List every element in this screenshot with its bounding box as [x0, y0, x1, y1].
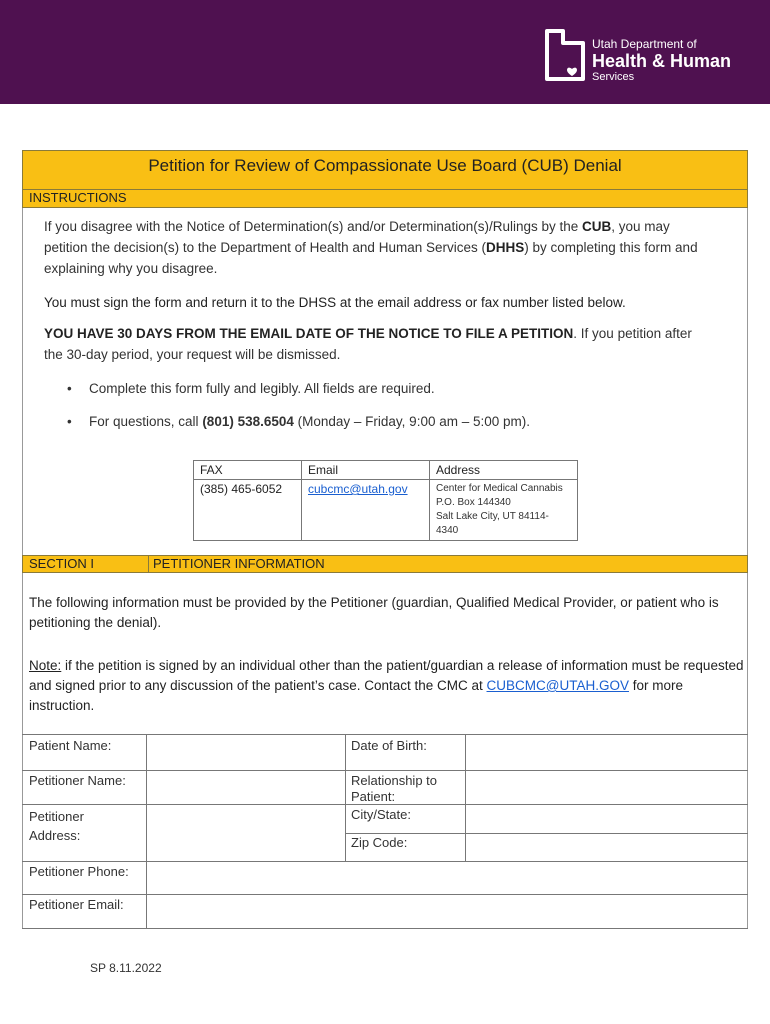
petitioner-name-label: Petitioner Name: — [29, 773, 126, 788]
city-state-label: City/State: — [351, 807, 411, 822]
intro-paragraph — [44, 216, 704, 279]
deadline-bold: YOU HAVE 30 DAYS FROM THE EMAIL DATE OF THE NOTICE TO FILE A PETITION — [44, 326, 574, 341]
intro-dhhs: DHHS — [485, 240, 525, 255]
note-text-1: if the petition is signed by an individual other than the patient/guardian a release of information must be requested and signed prior to any discussion of the patient’s case. Contact the CMC at — [29, 658, 744, 693]
patient-name-label: Patient Name: — [29, 738, 112, 753]
instructions-label: INSTRUCTIONS — [22, 190, 748, 208]
bullet-complete-text: Complete this form fully and legibly. All fields are required. — [89, 381, 435, 396]
bullet-questions — [67, 414, 530, 429]
date-of-birth-field[interactable] — [466, 735, 748, 771]
intro-text-2: , you may petition the decision(s) to the Department of Health and Human Services ( — [44, 219, 670, 255]
bullet-questions-text-2: (Monday – Friday, 9:00 am – 5:00 pm). — [293, 414, 530, 429]
petitioner-phone-field[interactable] — [147, 862, 748, 895]
form-title: Petition for Review of Compassionate Use Board (CUB) Denial — [22, 150, 748, 190]
questions-phone: (801) 538.6504 — [202, 414, 294, 429]
bullet-complete-form — [67, 381, 435, 396]
bullet-dot: • — [67, 381, 72, 396]
section-intro: The following information must be provided by the Petitioner (guardian, Qualified Medical Provider, or patient who is petitioning the denial). — [29, 595, 719, 630]
bullet-dot: • — [67, 414, 72, 429]
utah-state-outline-heart-icon — [544, 29, 586, 81]
petitioner-email-field[interactable] — [147, 895, 748, 929]
petitioner-info-grid — [22, 734, 748, 929]
contact-email-link[interactable]: cubcmc@utah.gov — [308, 482, 408, 496]
frame-border-left — [22, 208, 23, 556]
agency-name — [592, 29, 731, 84]
agency-name-line1: Utah Department of — [592, 37, 697, 51]
agency-name-line2: Health & Human — [592, 51, 732, 71]
agency-name-line3: Services — [592, 71, 635, 83]
agency-logo — [544, 29, 731, 84]
petitioner-name-field[interactable] — [147, 771, 345, 805]
note-label: Note: — [29, 658, 62, 673]
intro-cub: CUB — [582, 219, 612, 234]
bullet-questions-text-1: For questions, call — [89, 414, 203, 429]
contact-table-row — [194, 480, 578, 541]
city-state-field[interactable] — [466, 805, 748, 833]
contact-table — [193, 460, 578, 541]
section-label: SECTION I — [29, 556, 95, 571]
petitioner-address-label-line2: Address: — [29, 828, 81, 843]
fax-header: FAX — [194, 461, 302, 480]
petitioner-email-label: Petitioner Email: — [29, 897, 124, 912]
email-header: Email — [302, 461, 430, 480]
intro-text-1: If you disagree with the Notice of Determination(s) and/or Determination(s)/Rulings by the — [44, 219, 582, 234]
address-header: Address — [430, 461, 578, 480]
fax-number: (385) 465-6052 — [194, 480, 302, 541]
petitioner-phone-label: Petitioner Phone: — [29, 864, 129, 879]
intro-text-3: ) by completing this form and explaining why you disagree. — [44, 240, 698, 276]
note-text-2: for more instruction. — [29, 678, 683, 713]
deadline-paragraph — [44, 323, 712, 365]
section-bar — [22, 555, 748, 573]
deadline-rest: . If you petition after the 30-day period, your request will be dismissed. — [44, 326, 692, 362]
relationship-label-line2: Patient: — [351, 789, 396, 804]
relationship-field[interactable] — [466, 771, 748, 805]
patient-name-field[interactable] — [147, 735, 345, 771]
zip-code-label: Zip Code: — [351, 835, 408, 850]
section-title: PETITIONER INFORMATION — [153, 556, 325, 571]
note-email-link[interactable]: CUBCMC@UTAH.GOV — [486, 678, 629, 693]
relationship-label-line1: Relationship to — [351, 773, 437, 788]
petitioner-address-field[interactable] — [147, 805, 345, 862]
address-line2: P.O. Box 144340 — [436, 497, 511, 508]
email-cell — [302, 480, 430, 541]
address-line1: Center for Medical Cannabis — [436, 483, 563, 494]
zip-code-field[interactable] — [466, 834, 748, 862]
sign-notice: You must sign the form and return it to the DHSS at the email address or fax number listed below. — [44, 295, 626, 310]
address-cell — [430, 480, 578, 541]
petitioner-address-label-line1: Petitioner — [29, 809, 84, 824]
address-line3: Salt Lake City, UT 84114-4340 — [436, 511, 549, 536]
date-of-birth-label: Date of Birth: — [351, 738, 427, 753]
form-version-code: SP 8.11.2022 — [90, 961, 162, 975]
frame-border-right — [747, 208, 748, 556]
contact-table-header — [194, 461, 578, 480]
release-note — [29, 656, 749, 716]
section-divider — [148, 556, 149, 573]
grid-vline-mid — [345, 735, 346, 862]
